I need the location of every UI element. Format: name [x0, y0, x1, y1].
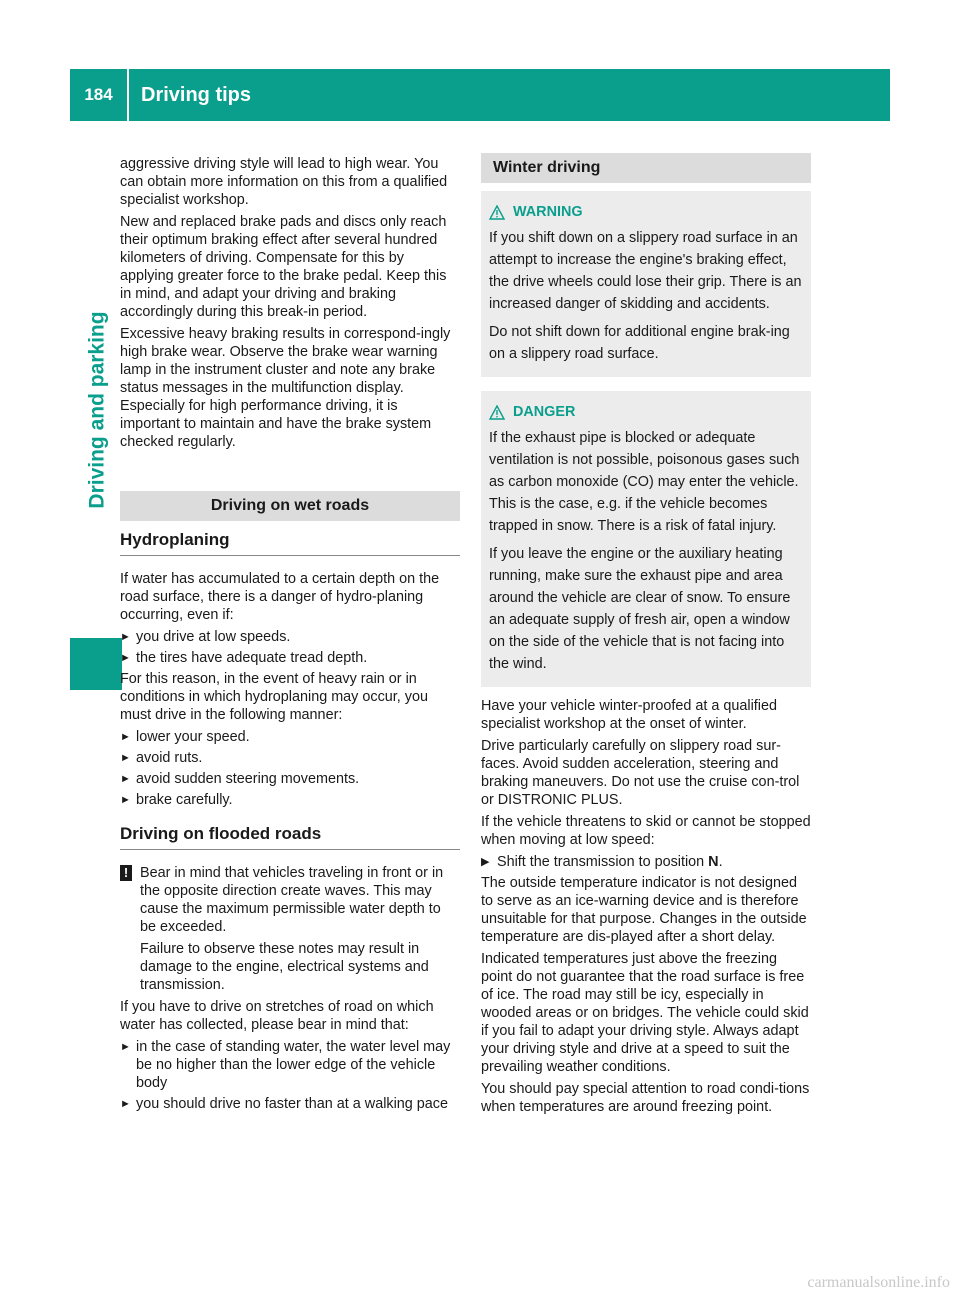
flooded-note-text-1: Bear in mind that vehicles traveling in front or in the opposite direction create waves. This may cause the maximum permissible water depth to be exceeded.	[140, 865, 444, 935]
bullet-icon: ►	[120, 794, 131, 806]
watermark: carmanualsonline.info	[807, 1274, 950, 1291]
side-tab-label: Driving and parking	[86, 311, 110, 509]
bullet-icon: ►	[120, 631, 131, 643]
danger-title: DANGER	[489, 401, 803, 423]
flooded-note-text-2: Failure to observe these notes may result in damage to the engine, electrical systems and transmission.	[140, 941, 429, 993]
instruction-step: ▶ Shift the transmission to position N.	[481, 854, 723, 870]
page-number: 184	[84, 85, 113, 104]
arrow-right-icon: ▶	[481, 856, 490, 868]
danger-box	[481, 391, 811, 687]
hydro-reason: For this reason, in the event of heavy rain or in conditions in which hydroplaning may occur, you must drive in the following manner:	[120, 671, 428, 723]
section-title: Driving tips	[141, 83, 252, 106]
list-item: ► avoid sudden steering movements.	[120, 771, 360, 787]
flooded-roads-heading: Driving on flooded roads	[120, 825, 460, 850]
bullet-icon: ►	[120, 652, 131, 664]
warning-triangle-icon	[489, 205, 505, 220]
winter-proof-paragraph: Have your vehicle winter-proofed at a qualified specialist workshop at the onset of winter.	[481, 698, 777, 732]
danger-text-1: If the exhaust pipe is blocked or adequate ventilation is not possible, poisonous gases such as carbon monoxide (CO) may enter the vehicle. This is the case, e.g. if the vehicle becomes trapped in snow. There is a risk of fatal injury.	[489, 430, 800, 534]
list-item: ► lower your speed.	[120, 729, 250, 745]
bullet-icon: ►	[120, 773, 131, 785]
temp-indicator-paragraph: The outside temperature indicator is not designed to serve as an ice-warning device and is therefore unsuitable for that purpose. Changes in the outside temperature are dis-played after a short delay.	[481, 875, 807, 945]
warning-text-1: If you shift down on a slippery road surface in an attempt to increase the engine's braking effect, the drive wheels could lose their grip. There is an increased danger of skidding and accidents.	[489, 230, 802, 312]
side-tab-marker	[70, 638, 122, 690]
bullet-icon: ►	[120, 731, 131, 743]
list-item: ► the tires have adequate tread depth.	[120, 650, 368, 666]
list-item: ► brake carefully.	[120, 792, 233, 808]
hydro-intro: If water has accumulated to a certain depth on the road surface, there is a danger of hydro-planing occurring, even if:	[120, 571, 440, 623]
intro-paragraph-1: aggressive driving style will lead to high wear. You can obtain more information on this from a qualified specialist workshop.	[120, 156, 448, 208]
list-item: ► you should drive no faster than at a walking pace	[120, 1096, 448, 1112]
indicated-temps-paragraph: Indicated temperatures just above the freezing point do not guarantee that the road surface is free of ice. The road may still be icy, especially in wooded areas or on bridges. The vehicle could skid if you fail to adapt your driving style. Always adapt your driving style and drive at a speed to suit the prevailing weather conditions.	[481, 951, 809, 1075]
danger-text-2: If you leave the engine or the auxiliary heating running, make sure the exhaust pipe and area around the vehicle are clear of snow. To ensure an adequate supply of fresh air, open a window on the side of the vehicle that is not facing into the wind.	[489, 546, 791, 672]
intro-paragraph-2: New and replaced brake pads and discs only reach their optimum braking effect after several hundred kilometers of driving. Compensate for this by applying greater force to the brake pedal. Keep this in mind, and adapt your driving and braking accordingly during this break-in period.	[120, 214, 447, 320]
skid-paragraph: If the vehicle threatens to skid or cannot be stopped when moving at low speed:	[481, 814, 811, 848]
side-tab	[76, 200, 120, 620]
bullet-icon: ►	[120, 1098, 131, 1110]
list-item: ► avoid ruts.	[120, 750, 203, 766]
flooded-note	[120, 864, 460, 994]
exclamation-icon: !	[120, 865, 132, 881]
warning-title: WARNING	[489, 201, 803, 223]
left-column	[120, 155, 460, 1116]
warning-triangle-icon	[489, 405, 505, 420]
intro-paragraph-3: Excessive heavy braking results in correspond-ingly high brake wear. Observe the brake wear warning lamp in the instrument cluster and note any brake status messages in the multifunction display. Especially for high performance driving, it is important to maintain and have the brake system checked regularly.	[120, 326, 451, 450]
warning-box	[481, 191, 811, 377]
header-divider	[127, 69, 129, 121]
bullet-icon: ►	[120, 1041, 131, 1053]
wet-roads-heading: Driving on wet roads	[120, 491, 460, 521]
list-item: ► you drive at low speeds.	[120, 629, 291, 645]
warning-text-2: Do not shift down for additional engine brak-ing on a slippery road surface.	[489, 324, 790, 362]
list-item: ► in the case of standing water, the water level may be no higher than the lower edge of the vehicle body	[120, 1039, 451, 1091]
careful-paragraph: Drive particularly carefully on slippery road sur-faces. Avoid sudden acceleration, steering and braking maneuvers. Do not use the cruise con-trol or DISTRONIC PLUS.	[481, 738, 800, 808]
hydroplaning-heading: Hydroplaning	[120, 531, 460, 556]
attention-paragraph: You should pay special attention to road condi-tions when temperatures are around freezing point.	[481, 1081, 810, 1115]
winter-driving-heading: Winter driving	[481, 153, 811, 183]
flooded-intro: If you have to drive on stretches of road on which water has collected, please bear in mind that:	[120, 999, 434, 1033]
bullet-icon: ►	[120, 752, 131, 764]
right-column	[481, 153, 811, 1120]
